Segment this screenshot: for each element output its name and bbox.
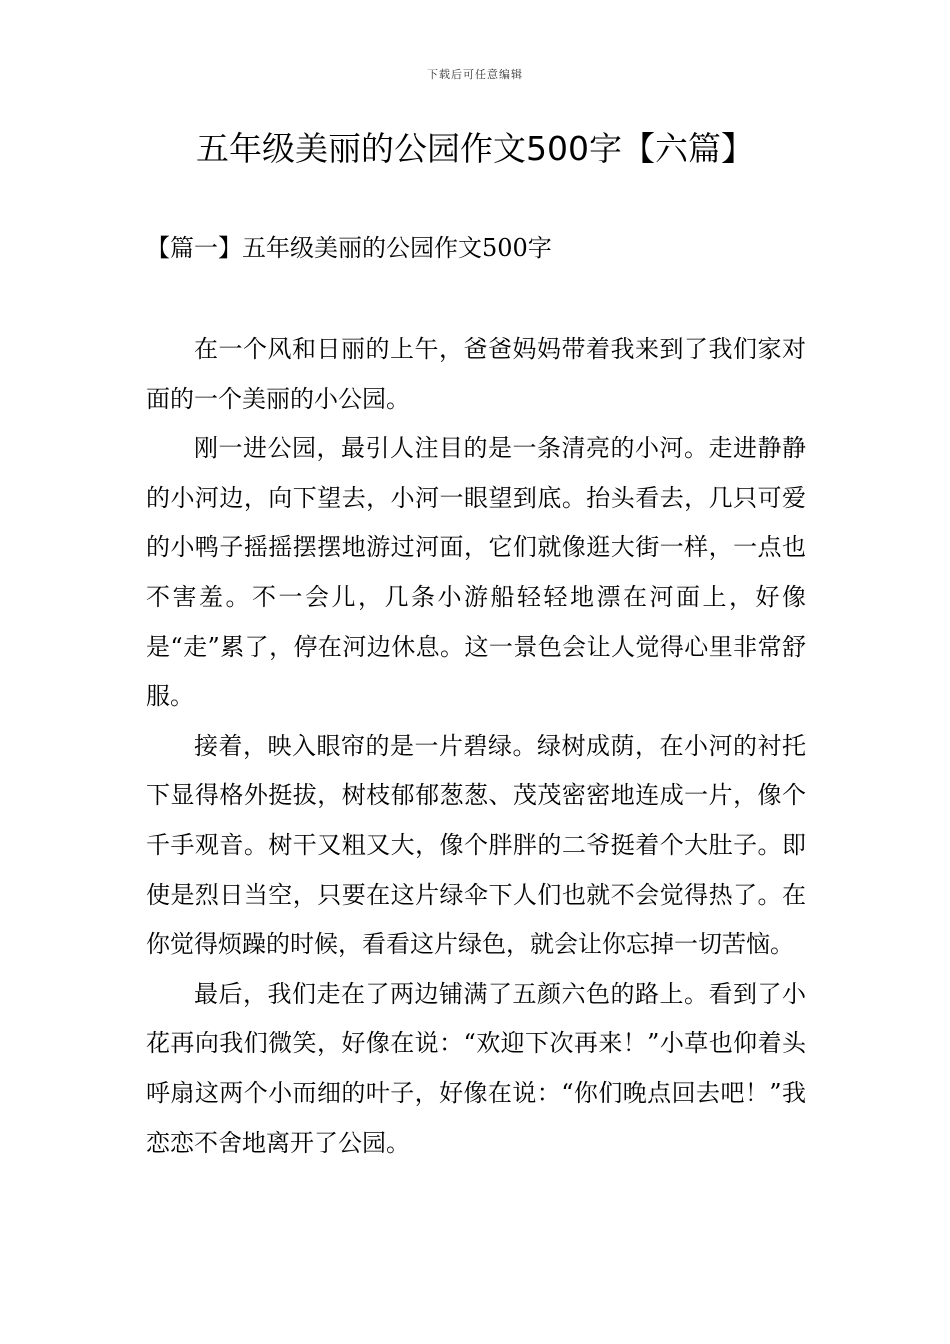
document-title: 五年级美丽的公园作文500字【六篇】 — [196, 129, 754, 168]
essay-body — [146, 325, 806, 1168]
paragraph: 最后，我们走在了两边铺满了五颜六色的路上。看到了小花再向我们微笑，好像在说：“欢迎下次再来！”小草也仰着头呼扇这两个小而细的叶子，好像在说：“你们晚点回去吧！”我恋恋不舍地离开了公园。 — [146, 979, 806, 1157]
paragraph: 刚一进公园，最引人注目的是一条清亮的小河。走进静静的小河边，向下望去，小河一眼望到底。抬头看去，几只可爱的小鸭子摇摇摆摆地游过河面，它们就像逛大街一样，一点也不害羞。不一会儿，几条小游船轻轻地漂在河面上，好像是“走”累了，停在河边休息。这一景色会让人觉得心里非常舒服。 — [146, 434, 806, 711]
header-note: 下载后可任意编辑 — [427, 68, 523, 81]
paragraph: 接着，映入眼帘的是一片碧绿。绿树成荫，在小河的衬托下显得格外挺拔，树枝郁郁葱葱、茂茂密密地连成一片，像个千手观音。树干又粗又大，像个胖胖的二爷挺着个大肚子。即使是烈日当空，只要在这片绿伞下人们也就不会觉得热了。在你觉得烦躁的时候，看看这片绿色，就会让你忘掉一切苦恼。 — [146, 731, 806, 959]
paragraph: 在一个风和日丽的上午，爸爸妈妈带着我来到了我们家对面的一个美丽的小公园。 — [146, 335, 806, 413]
section-heading: 【篇一】五年级美丽的公园作文500字 — [146, 234, 552, 262]
